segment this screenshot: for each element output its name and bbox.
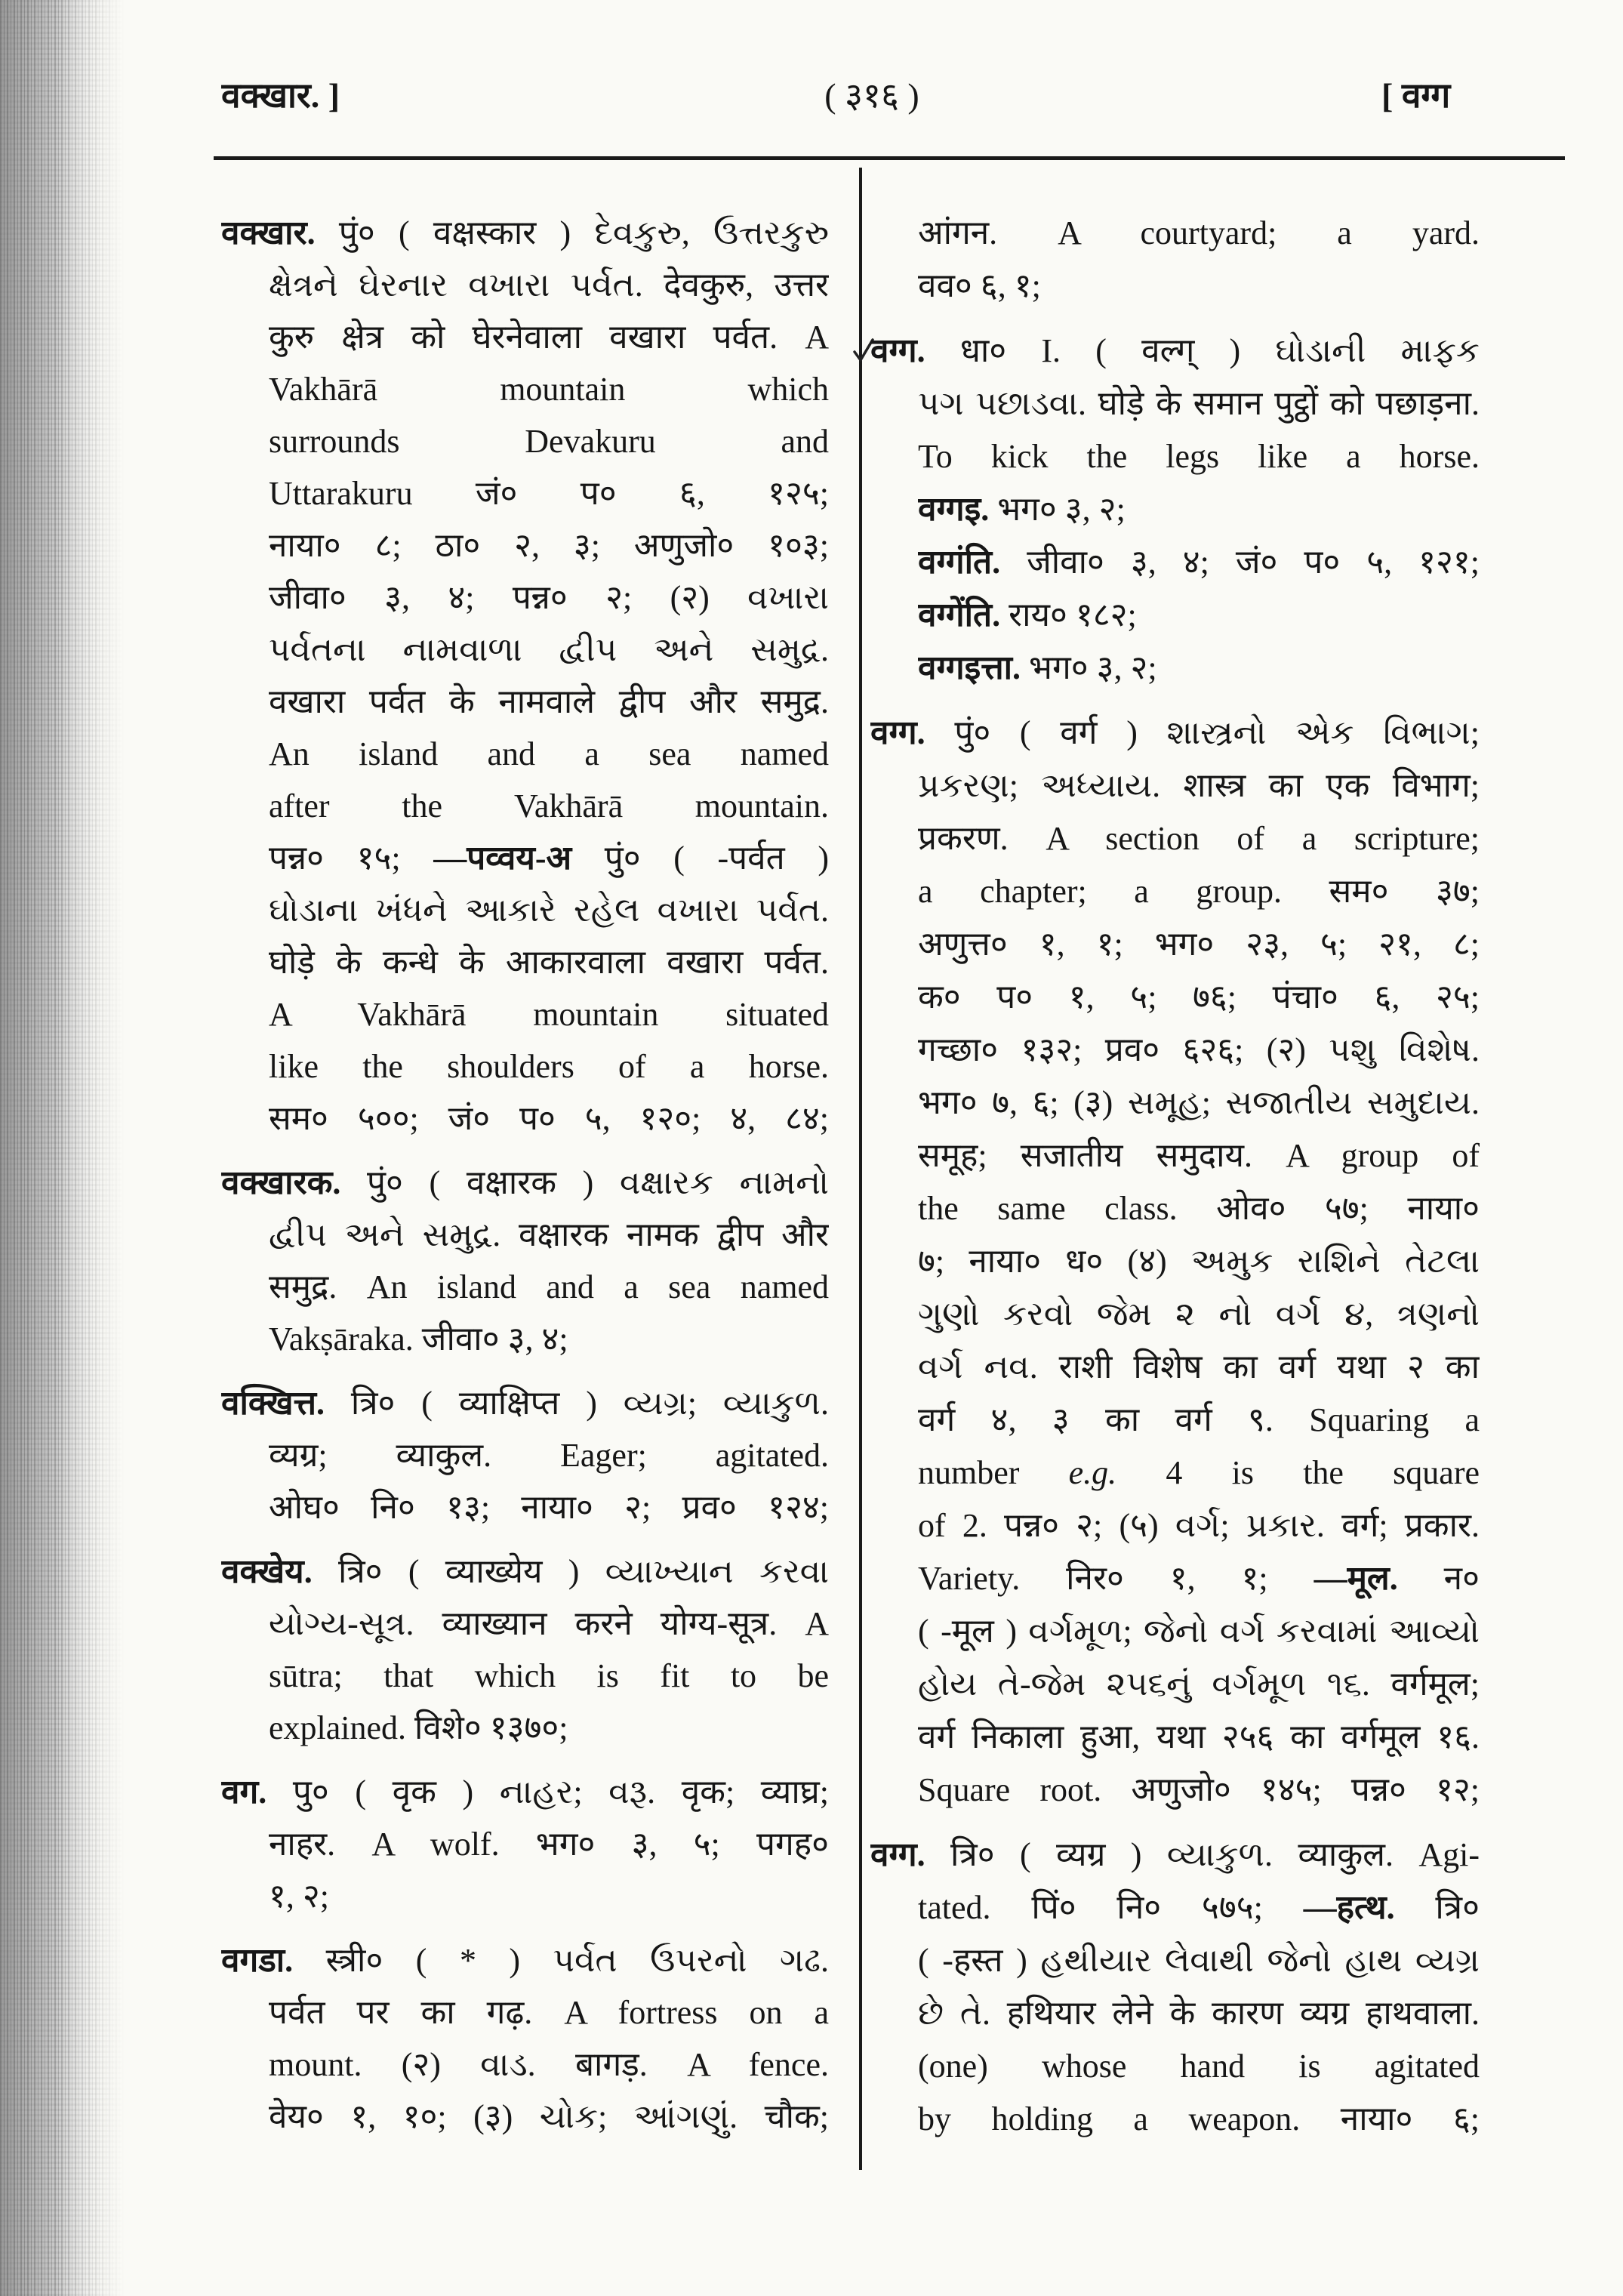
scanned-page-edge <box>0 0 125 2296</box>
entry-line <box>269 1702 829 1754</box>
entry-line <box>918 1552 1480 1605</box>
line-text: नाहर. A wolf. भग० ३, ५; पगह० <box>269 1826 829 1863</box>
line-text: પગ પછાડવા. घोड़े के समान पुट्ठों को पछाड़ना. <box>918 385 1480 422</box>
line-text: स्त्री० ( * ) પર્વત ઉપરનો ગઢ. <box>293 1942 829 1979</box>
entry-line <box>918 918 1480 971</box>
entry-line <box>918 1987 1480 2040</box>
headword: वग्ग. <box>870 332 925 369</box>
line-text: वर्ग निकाला हुआ, यथा २५६ का वर्गमूल १६. <box>918 1718 1480 1755</box>
headword: वक्खारक. <box>221 1164 341 1201</box>
entry-line <box>269 832 829 884</box>
line-text: explained. विशे० १३७०; <box>269 1709 568 1746</box>
entry-line <box>918 971 1480 1024</box>
line-text: mount. (२) વાડ. बागड़. A fence. <box>269 2046 829 2083</box>
headword: वगडा. <box>221 1942 294 1979</box>
line-text: पुं० ( वर्ग ) શાસ્ત્રનો એક વિભાગ; <box>925 714 1480 751</box>
entry-line <box>269 572 829 624</box>
line-text: A Vakhārā mountain situated <box>269 996 829 1033</box>
headword: —पव्वय-अ <box>433 840 572 877</box>
line-text: पुं० ( वक्षस्कार ) દેવકુરુ, ઉત્તરકુરુ <box>315 214 829 251</box>
headword: —हत्थ. <box>1303 1889 1395 1926</box>
entry-line <box>918 430 1480 483</box>
line-text: जीवा० ३, ४; जं० प० ५, १२१; <box>1000 544 1480 581</box>
entry-first-line <box>870 325 1480 378</box>
entry-line <box>918 1499 1480 1552</box>
line-text: tated. पिं० नि० ५७५; <box>918 1889 1304 1926</box>
entry-line <box>918 1711 1480 1764</box>
entry-line <box>269 1986 829 2039</box>
entry-first-line <box>221 1766 829 1818</box>
entry-line <box>269 1870 829 1922</box>
entry-line <box>918 760 1480 812</box>
entry-line <box>269 1650 829 1702</box>
headword: वक्खार. <box>221 214 316 251</box>
entry-line <box>269 780 829 832</box>
entry-line <box>918 483 1480 536</box>
line-text: a chapter; a group. सम० ३७; <box>918 873 1480 910</box>
headword: वग्गइत्ता. <box>918 649 1021 686</box>
line-text: An island and a sea named <box>269 735 829 772</box>
entry-line <box>918 2093 1480 2146</box>
line-text: प्रकरण. A section of a scripture; <box>918 820 1480 857</box>
line-text: आंगन. A courtyard; a yard. <box>918 214 1480 251</box>
line-text: Uttarakuru जं० प० ६, १२५; <box>269 475 829 512</box>
line-text: भग० ३, २; <box>1021 649 1157 686</box>
entry-line <box>269 1429 829 1481</box>
entry-line <box>269 728 829 780</box>
line-text: ગુણો કરવો જેમ ૨ નો વર્ગ ૪, ત્રણનો <box>918 1296 1480 1333</box>
entry-line <box>269 415 829 467</box>
line-text: ओघ० नि० १३; नाया० २; प्रव० १२४; <box>269 1489 829 1526</box>
line-text: त्रि० ( व्यग्र ) વ્યાકુળ. व्याकुल. Agi- <box>925 1836 1480 1873</box>
entry-line <box>918 1288 1480 1341</box>
entry-line <box>918 1447 1480 1499</box>
line-text: surrounds Devakuru and <box>269 423 829 460</box>
entry-line <box>918 1934 1480 1987</box>
headword: वक्खेय. <box>221 1553 313 1590</box>
entry-line <box>269 311 829 363</box>
line-text: ક્ષેત્રને ઘેરનાર વખારા પર્વત. देवकुरु, उत्तर <box>269 267 829 304</box>
line-text: धा० I. ( वल्ग् ) ઘોડાની માફક <box>925 332 1480 369</box>
entry-first-line <box>221 1377 829 1429</box>
header-rule <box>214 156 1565 160</box>
entry-line <box>918 1077 1480 1130</box>
entry-line <box>269 624 829 676</box>
line-text: व्यग्र; व्याकुल. Eager; agitated. <box>269 1437 829 1474</box>
line-text: जीवा० ३, ४; पन्न० २; (२) વખારા <box>269 579 829 616</box>
entry-line <box>918 589 1480 642</box>
entry-first-line <box>221 207 829 259</box>
running-head-last-word: [ वग्ग <box>1381 76 1451 115</box>
line-text: Square root. अणुजो० १४५; पन्न० १२; <box>918 1771 1480 1808</box>
line-text: कुरु क्षेत्र को घेरनेवाला वखारा पर्वत. A <box>269 319 829 356</box>
headword: वग्ग. <box>870 714 925 751</box>
entry-line <box>269 988 829 1040</box>
entry-line <box>918 260 1480 313</box>
entry-line <box>269 363 829 415</box>
line-text: ( -मूल ) વર્ગમૂળ; જેનો વર્ગ કરવામાં આવ્યો <box>918 1613 1480 1650</box>
line-text: number <box>918 1454 1069 1491</box>
entry-line <box>918 1605 1480 1658</box>
entry-line <box>269 259 829 311</box>
entry-first-line <box>870 1829 1480 1881</box>
line-text: 4 is the square <box>1116 1454 1480 1491</box>
line-text: भग० ३, २; <box>989 491 1126 528</box>
right-column <box>870 207 1480 2146</box>
line-text: ( -हस्त ) હથીયાર લેવાથી જેનો હાથ વ્યગ્ર <box>918 1942 1480 1979</box>
line-text: वखारा पर्वत के नामवाले द्वीप और समुद्र. <box>269 683 829 720</box>
line-text: वव० ६, १; <box>918 267 1041 304</box>
headword: वग्गइ. <box>918 491 990 528</box>
running-head-first-word: वक्खार. ] <box>221 76 340 115</box>
line-text: सम० ५००; जं० प० ५, १२०; ४, ८४; <box>269 1100 829 1137</box>
headword: वक्खित्त. <box>221 1385 325 1422</box>
line-text: દ્વીપ અને સમુદ્ર. वक्षारक नामक द्वीप और <box>269 1216 829 1253</box>
entry-line <box>269 1598 829 1650</box>
entry-line <box>918 1341 1480 1394</box>
line-text: पर्वत पर का गढ़. A fortress on a <box>269 1994 829 2031</box>
entry-line <box>918 812 1480 865</box>
line-text: १, २; <box>269 1878 329 1915</box>
line-text: पुं० ( वक्षारक ) વક્ષારક નામનો <box>340 1164 829 1201</box>
entry-first-line <box>221 1157 829 1209</box>
line-text: गच्छा० १३२; प्रव० ६२६; (२) પશુ વિશેષ. <box>918 1031 1480 1068</box>
entry-first-line <box>870 707 1480 760</box>
line-text: પર્વતના નામવાળા દ્વીપ અને સમુદ્ર. <box>269 631 829 668</box>
line-text: घोड़े के कन्धे के आकारवाला वखारा पर्वत. <box>269 944 829 981</box>
entry-first-line <box>221 1934 829 1986</box>
line-text: like the shoulders of a horse. <box>269 1048 829 1085</box>
entry-line <box>918 1235 1480 1288</box>
line-text: To kick the legs like a horse. <box>918 438 1480 475</box>
line-text: હોય તે-જેમ ૨૫૬નું વર્ગમૂળ ૧૬. वर्गमूल; <box>918 1666 1480 1703</box>
line-text: भग० ७, ६; (३) સમૂહ; સજાતીય સમુદાય. <box>918 1084 1480 1121</box>
entry-line <box>918 1881 1480 1934</box>
entry-first-line <box>221 1546 829 1598</box>
headword: वग. <box>221 1774 267 1811</box>
line-text: e.g. <box>1068 1454 1117 1491</box>
entry-line <box>918 2040 1480 2093</box>
entry-line <box>269 2091 829 2143</box>
entry-line <box>269 1261 829 1313</box>
line-text: Vakhārā mountain which <box>269 371 829 408</box>
headword: वग्गंति. <box>918 544 1001 581</box>
entry-line <box>269 1093 829 1145</box>
line-text: नाया० ८; ठा० २, ३; अणुजो० १०३; <box>269 527 829 564</box>
headword: वग्गेंति. <box>918 596 1001 633</box>
entry-line <box>918 1130 1480 1182</box>
line-text: समुद्र. An island and a sea named <box>269 1268 829 1305</box>
left-column <box>221 207 829 2143</box>
entry-line <box>918 1024 1480 1077</box>
entry-line <box>269 676 829 728</box>
line-text: ઘોડાના ખંધને આકારે રહેલ વખારા પર્વત. <box>269 892 829 929</box>
entry-line <box>918 536 1480 589</box>
line-text: वेय० १, १०; (३) ચોક; આંગણું. चौक; <box>269 2098 829 2135</box>
entry-line <box>269 936 829 988</box>
line-text: समूह; सजातीय समुदाय. A group of <box>918 1137 1480 1174</box>
entry-line <box>269 1818 829 1870</box>
line-text: છે તે. हथियार लेने के कारण व्यग्र हाथवाला. <box>918 1995 1480 2032</box>
line-text: Variety. निर० १, १; <box>918 1560 1314 1597</box>
headword: वग्ग. <box>870 1836 925 1873</box>
line-text: after the Vakhārā mountain. <box>269 787 829 824</box>
line-text: क० प० १, ५; ७६; पंचा० ६, २५; <box>918 978 1480 1015</box>
line-text: of 2. पन्न० २; (५) વર્ગ; પ્રકાર. वर्ग; प्रकार. <box>918 1507 1480 1544</box>
line-text: the same class. ओव० ५७; नाया० <box>918 1190 1480 1227</box>
entry-line <box>269 1040 829 1093</box>
entry-line <box>269 1209 829 1261</box>
line-text: त्रि० ( व्याख्येय ) વ્યાખ્યાન કરવા <box>312 1553 829 1590</box>
line-text: त्रि० <box>1394 1889 1480 1926</box>
entry-line <box>269 1313 829 1365</box>
entry-line <box>918 1764 1480 1817</box>
line-text: न० <box>1397 1560 1480 1597</box>
entry-line <box>918 1394 1480 1447</box>
entry-line <box>269 467 829 519</box>
line-text: by holding a weapon. नाया० ६; <box>918 2100 1480 2137</box>
line-text: पन्न० १५; <box>269 840 434 877</box>
line-text: पु० ( वृक ) નાહર; વરૂ. वृक; व्याघ्र; <box>266 1774 829 1811</box>
page-number: ( ३१६ ) <box>824 76 919 115</box>
line-text: Vakṣāraka. जीवा० ३, ४; <box>269 1321 568 1358</box>
entry-line <box>269 2039 829 2091</box>
entry-line <box>269 884 829 936</box>
entry-line <box>918 378 1480 430</box>
entry-line <box>918 207 1480 260</box>
entry-line <box>269 519 829 572</box>
line-text: (one) whose hand is agitated <box>918 2048 1480 2085</box>
entry-line <box>918 865 1480 918</box>
headword: —मूल. <box>1313 1560 1398 1597</box>
entry-line <box>918 1182 1480 1235</box>
line-text: वर्ग ४, ३ का वर्ग ९. Squaring a <box>918 1401 1480 1438</box>
line-text: પ્રકરણ; અધ્યાય. शास्त्र का एक विभाग; <box>918 767 1480 804</box>
line-text: યોગ્ય-સૂત્ર. व्याख्यान करने योग्य-सूत्र. A <box>269 1605 829 1642</box>
entry-line <box>918 642 1480 695</box>
line-text: अणुत्त० १, १; भग० २३, ५; २१, ८; <box>918 926 1480 963</box>
line-text: sūtra; that which is fit to be <box>269 1657 829 1694</box>
entry-line <box>918 1658 1480 1711</box>
line-text: पुं० ( -पर्वत ) <box>571 840 829 877</box>
line-text: વર્ગ નવ. राशी विशेष का वर्ग यथा २ का <box>918 1348 1480 1385</box>
column-divider <box>859 168 862 2170</box>
line-text: राय० १८२; <box>1000 596 1137 633</box>
line-text: ७; नाया० ध० (४) અમુક રાશિને તેટલા <box>918 1243 1480 1280</box>
line-text: त्रि० ( व्याक्षिप्त ) વ્યગ્ર; વ્યાકુળ. <box>324 1385 829 1422</box>
entry-line <box>269 1481 829 1533</box>
